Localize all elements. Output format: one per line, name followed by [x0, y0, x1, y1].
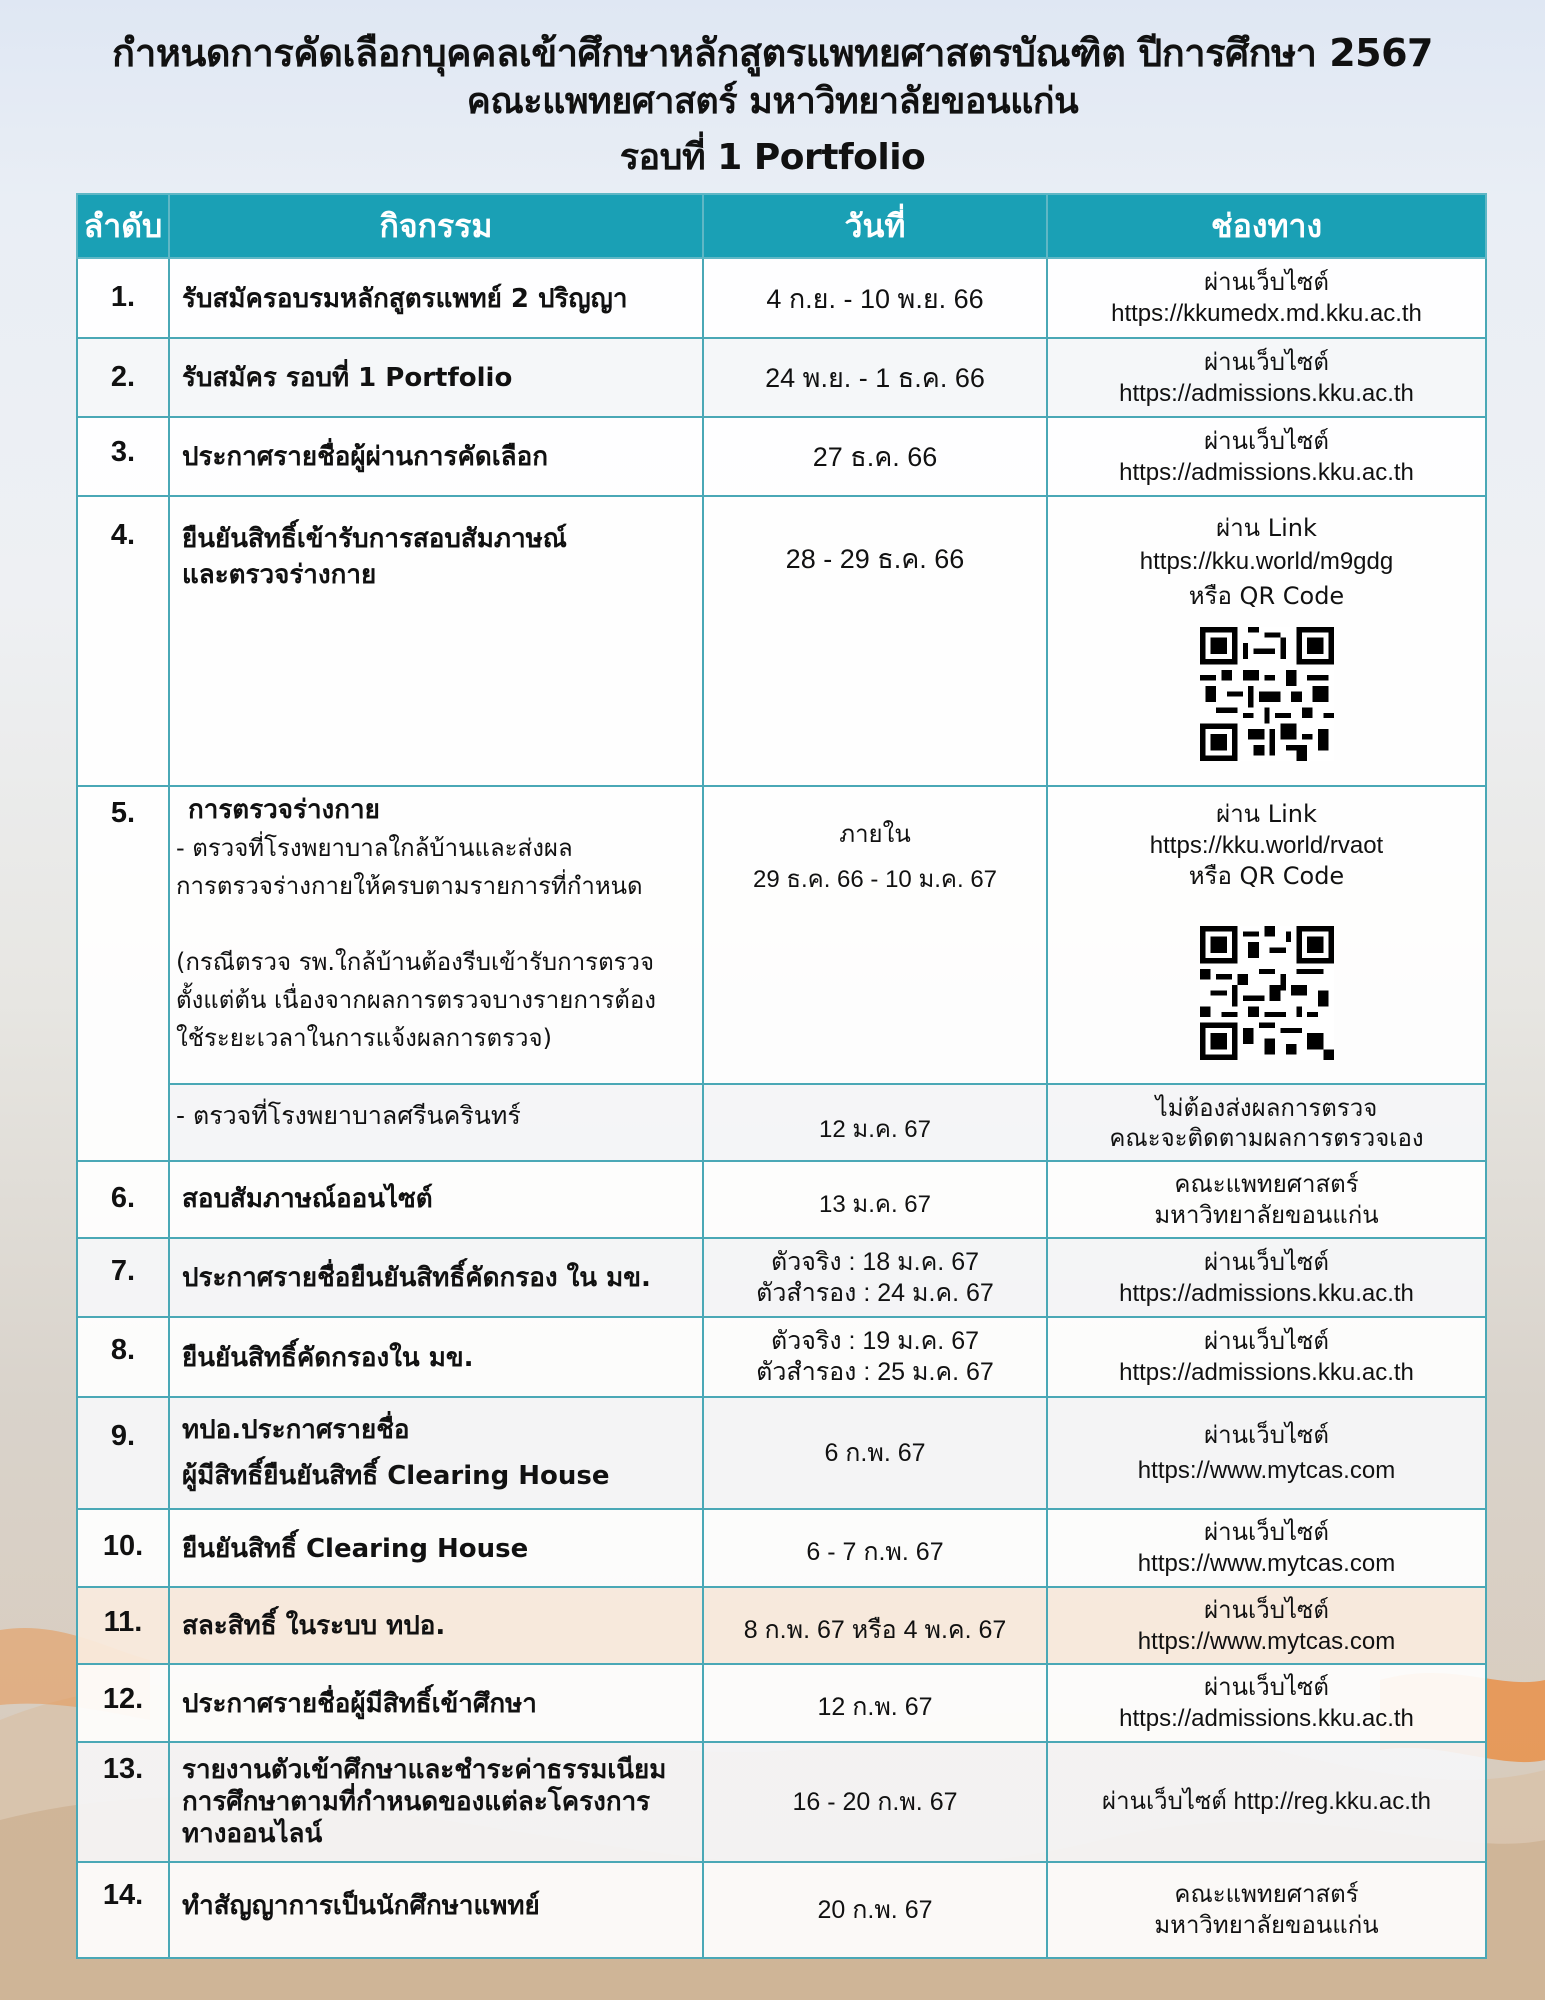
row-date: 6 - 7 ก.พ. 67 [703, 1509, 1047, 1587]
row-date: 12 ม.ค. 67 [703, 1084, 1047, 1161]
date-line: ตัวสำรอง : 25 ม.ค. 67 [756, 1358, 994, 1386]
activity-line: การตรวจร่างกายให้ครบตามรายการที่กำหนด [176, 872, 643, 900]
channel-label: คณะแพทยศาสตร์ [1174, 1880, 1359, 1908]
channel-label: ผ่านเว็บไซต์ [1204, 1327, 1329, 1355]
row-channel [1047, 417, 1486, 496]
channel-label: ผ่านเว็บไซต์ [1204, 1421, 1329, 1449]
channel-link[interactable]: https://kkumedx.md.kku.ac.th [1111, 300, 1422, 327]
activity-line: (กรณีตรวจ รพ.ใกล้บ้านต้องรีบเข้ารับการตรวจ [176, 948, 655, 976]
table-row [77, 1084, 1486, 1161]
table-row [77, 1587, 1486, 1664]
row-number: 12. [77, 1664, 169, 1742]
table-row [77, 1664, 1486, 1742]
channel-note: ไม่ต้องส่งผลการตรวจ [1155, 1093, 1378, 1122]
activity-line: รายงานตัวเข้าศึกษาและชำระค่าธรรมเนียม [182, 1755, 667, 1785]
row-channel [1047, 1509, 1486, 1587]
row-channel [1047, 338, 1486, 417]
channel-label: ผ่าน Link [1216, 514, 1317, 542]
activity-line: ยืนยันสิทธิ์เข้ารับการสอบสัมภาษณ์ [182, 524, 567, 554]
channel-label: มหาวิทยาลัยขอนแก่น [1154, 1200, 1379, 1229]
row-date: 12 ก.พ. 67 [703, 1664, 1047, 1742]
col-header-date: วันที่ [703, 194, 1047, 258]
table-header [77, 194, 1486, 258]
row-activity: ยืนยันสิทธิ์ Clearing House [169, 1509, 703, 1587]
row-number: 14. [77, 1862, 169, 1958]
page-title: กำหนดการคัดเลือกบุคคลเข้าศึกษาหลักสูตรแพทยศาสตรบัณฑิต ปีการศึกษา 2567 [111, 31, 1433, 75]
row-channel [1047, 1862, 1486, 1958]
channel-link[interactable]: https://kku.world/rvaot [1149, 832, 1384, 859]
qr-code-icon[interactable] [1200, 627, 1334, 761]
qr-code-icon[interactable] [1200, 926, 1334, 1060]
row-channel [1047, 1587, 1486, 1664]
channel-label: ผ่านเว็บไซต์ [1204, 1247, 1329, 1276]
channel-note: คณะจะติดตามผลการตรวจเอง [1109, 1123, 1424, 1152]
channel-link[interactable]: https://admissions.kku.ac.th [1119, 1705, 1414, 1732]
channel-link[interactable]: https://www.mytcas.com [1137, 1457, 1396, 1484]
table-row [77, 1397, 1486, 1509]
table-row [77, 338, 1486, 417]
schedule-table [76, 193, 1487, 1959]
channel-label: ผ่านเว็บไซต์ [1204, 1595, 1329, 1624]
date-prefix: ภายใน [839, 820, 911, 848]
activity-line: ทางออนไลน์ [182, 1819, 323, 1849]
row-activity: ยืนยันสิทธิ์คัดกรองใน มข. [169, 1317, 703, 1397]
row-channel [1047, 496, 1486, 786]
row-channel [1047, 1161, 1486, 1238]
row-activity: - ตรวจที่โรงพยาบาลศรีนครินทร์ [169, 1084, 703, 1161]
table-row [77, 1862, 1486, 1958]
round-title: รอบที่ 1 Portfolio [619, 137, 926, 178]
col-header-activity: กิจกรรม [169, 194, 703, 258]
activity-line: ผู้มีสิทธิ์ยืนยันสิทธิ์ Clearing House [182, 1461, 610, 1491]
row-activity: สละสิทธิ์ ในระบบ ทปอ. [169, 1587, 703, 1664]
channel-note: หรือ QR Code [1188, 862, 1345, 890]
row-date: 24 พ.ย. - 1 ธ.ค. 66 [703, 338, 1047, 417]
row-activity: รับสมัคร รอบที่ 1 Portfolio [169, 338, 703, 417]
channel-label: คณะแพทยศาสตร์ [1174, 1169, 1359, 1198]
activity-line: - ตรวจที่โรงพยาบาลใกล้บ้านและส่งผล [176, 834, 573, 862]
row-number: 2. [77, 338, 169, 417]
activity-line: และตรวจร่างกาย [182, 560, 377, 590]
row-date: 13 ม.ค. 67 [703, 1161, 1047, 1238]
activity-title: การตรวจร่างกาย [188, 795, 380, 825]
channel-link[interactable]: https://admissions.kku.ac.th [1119, 1279, 1414, 1307]
date-range: 29 ธ.ค. 66 - 10 ม.ค. 67 [752, 866, 998, 893]
row-number: 9. [77, 1397, 169, 1509]
row-number: 1. [77, 258, 169, 338]
row-channel [1047, 1742, 1486, 1862]
row-date: 28 - 29 ธ.ค. 66 [703, 496, 1047, 786]
col-header-no: ลำดับ [77, 194, 169, 258]
row-channel [1047, 1084, 1486, 1161]
activity-line: ตั้งแต่ต้น เนื่องจากผลการตรวจบางรายการต้อง [176, 986, 656, 1014]
table-row [77, 786, 1486, 1084]
page-subtitle: คณะแพทยศาสตร์ มหาวิทยาลัยขอนแก่น [466, 81, 1079, 122]
row-activity: สอบสัมภาษณ์ออนไซต์ [169, 1161, 703, 1238]
row-channel [1047, 1397, 1486, 1509]
table-row [77, 417, 1486, 496]
date-line: ตัวจริง : 19 ม.ค. 67 [771, 1327, 979, 1355]
row-activity: รับสมัครอบรมหลักสูตรแพทย์ 2 ปริญญา [169, 258, 703, 338]
channel-label: ผ่านเว็บไซต์ [1204, 426, 1329, 455]
table-row [77, 1509, 1486, 1587]
channel-link[interactable]: https://admissions.kku.ac.th [1119, 458, 1414, 486]
channel-link[interactable]: https://admissions.kku.ac.th [1119, 379, 1414, 407]
activity-line: ใช้ระยะเวลาในการแจ้งผลการตรวจ) [176, 1024, 552, 1052]
row-channel [1047, 258, 1486, 338]
row-date: 20 ก.พ. 67 [703, 1862, 1047, 1958]
row-channel [1047, 1664, 1486, 1742]
row-date [703, 1317, 1047, 1397]
row-date: 27 ธ.ค. 66 [703, 417, 1047, 496]
row-number: 7. [77, 1238, 169, 1317]
row-date: 16 - 20 ก.พ. 67 [703, 1742, 1047, 1862]
row-channel [1047, 786, 1486, 1084]
row-date: 8 ก.พ. 67 หรือ 4 พ.ค. 67 [703, 1587, 1047, 1664]
channel-link[interactable]: ผ่านเว็บไซต์ http://reg.kku.ac.th [1102, 1788, 1431, 1815]
table-row [77, 1317, 1486, 1397]
table-row [77, 1742, 1486, 1862]
row-activity: ทำสัญญาการเป็นนักศึกษาแพทย์ [169, 1862, 703, 1958]
row-number: 11. [77, 1587, 169, 1664]
channel-label: ผ่านเว็บไซต์ [1204, 268, 1329, 296]
row-date [703, 1238, 1047, 1317]
table-row [77, 1161, 1486, 1238]
date-line: ตัวสำรอง : 24 ม.ค. 67 [756, 1278, 994, 1307]
table-row [77, 1238, 1486, 1317]
row-activity: ประกาศรายชื่อยืนยันสิทธิ์คัดกรอง ใน มข. [169, 1238, 703, 1317]
row-number: 3. [77, 417, 169, 496]
row-number: 4. [77, 496, 169, 786]
channel-label: ผ่านเว็บไซต์ [1204, 1518, 1329, 1546]
row-channel [1047, 1317, 1486, 1397]
row-date: 4 ก.ย. - 10 พ.ย. 66 [703, 258, 1047, 338]
row-activity [169, 786, 703, 1084]
channel-label: ผ่าน Link [1216, 800, 1317, 828]
channel-link[interactable]: https://www.mytcas.com [1137, 1627, 1396, 1655]
row-number: 10. [77, 1509, 169, 1587]
row-date: 6 ก.พ. 67 [703, 1397, 1047, 1509]
channel-link[interactable]: https://admissions.kku.ac.th [1119, 1359, 1414, 1386]
row-number: 13. [77, 1742, 169, 1862]
row-activity [169, 1742, 703, 1862]
channel-label: ผ่านเว็บไซต์ [1204, 1673, 1329, 1701]
activity-line: ทปอ.ประกาศรายชื่อ [182, 1415, 410, 1445]
table-row [77, 258, 1486, 338]
table-row [77, 496, 1486, 786]
channel-label: ผ่านเว็บไซต์ [1204, 347, 1329, 376]
row-activity [169, 1397, 703, 1509]
channel-link[interactable]: https://kku.world/m9gdg [1139, 548, 1394, 575]
row-number: 8. [77, 1317, 169, 1397]
row-number: 6. [77, 1161, 169, 1238]
row-number: 5. [77, 786, 169, 1161]
row-activity: ประกาศรายชื่อผู้มีสิทธิ์เข้าศึกษา [169, 1664, 703, 1742]
row-channel [1047, 1238, 1486, 1317]
row-activity: ประกาศรายชื่อผู้ผ่านการคัดเลือก [169, 417, 703, 496]
activity-line: การศึกษาตามที่กำหนดของแต่ละโครงการ [182, 1787, 651, 1817]
row-date [703, 786, 1047, 1084]
channel-label: มหาวิทยาลัยขอนแก่น [1154, 1911, 1379, 1939]
channel-link[interactable]: https://www.mytcas.com [1137, 1550, 1396, 1577]
channel-note: หรือ QR Code [1188, 582, 1345, 610]
row-activity [169, 496, 703, 786]
col-header-channel: ช่องทาง [1047, 194, 1486, 258]
date-line: ตัวจริง : 18 ม.ค. 67 [771, 1247, 979, 1276]
